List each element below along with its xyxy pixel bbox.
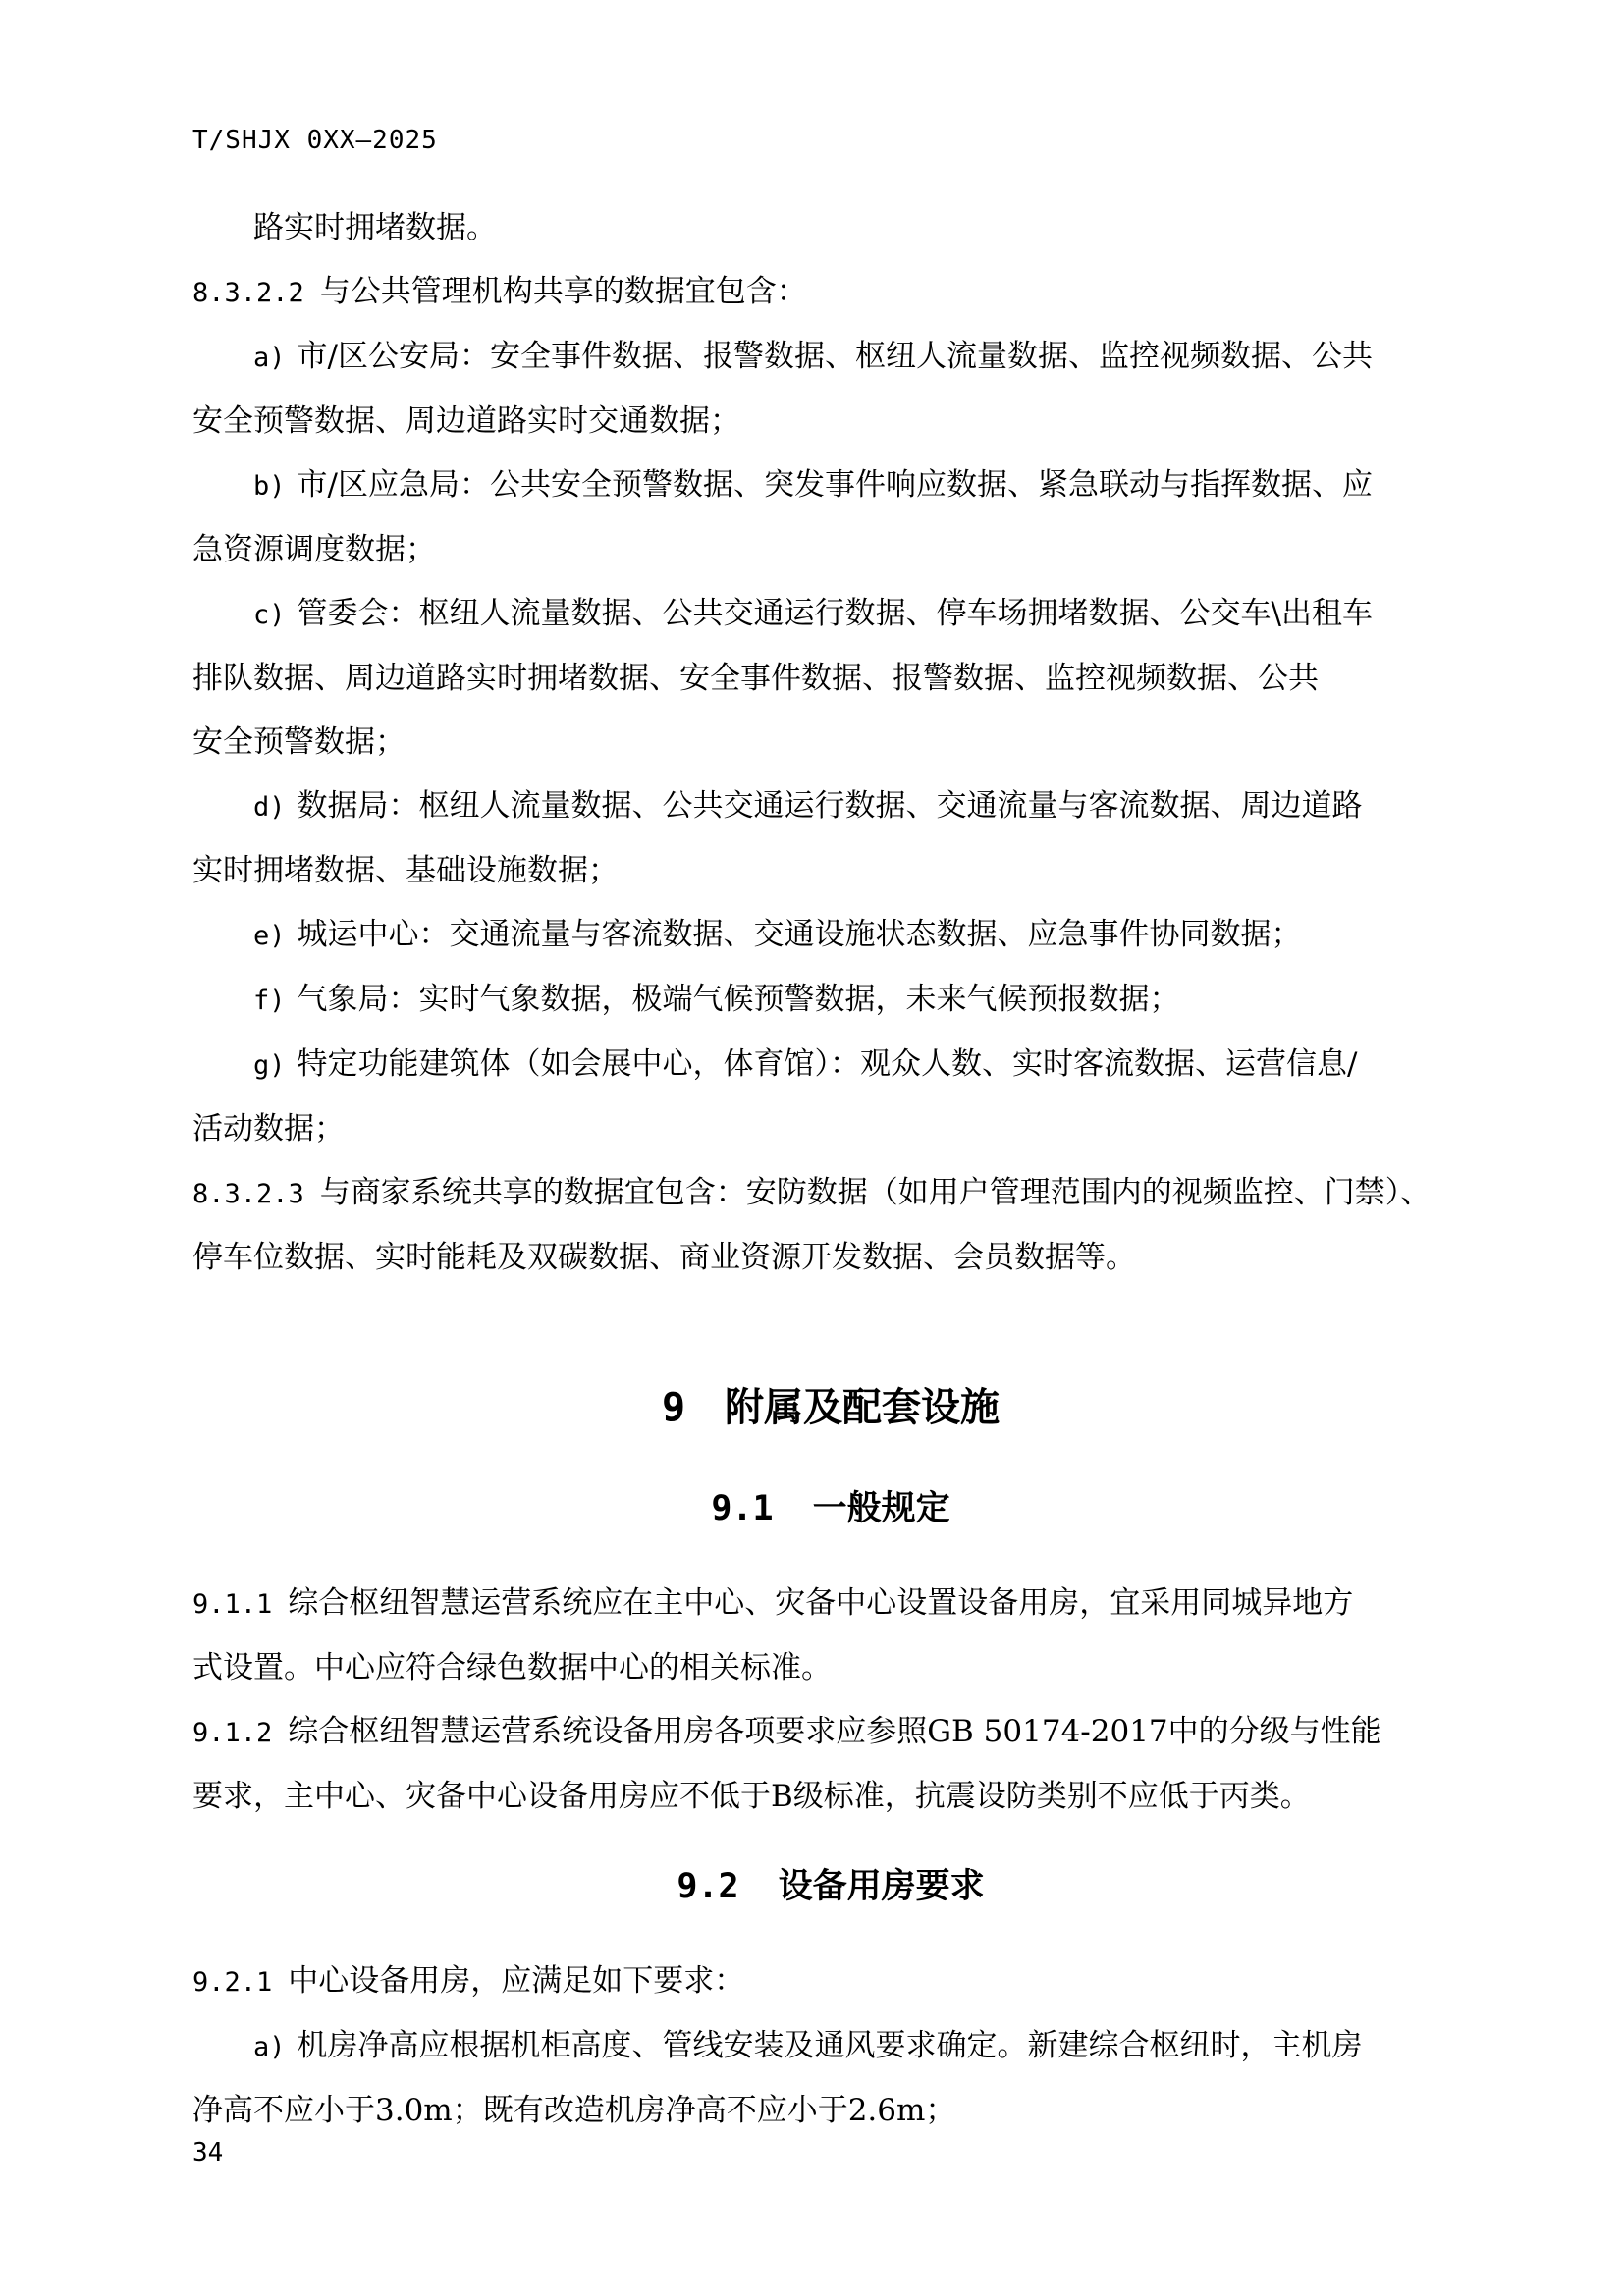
list-item-c xyxy=(192,582,1469,647)
list-item-c-continuation: 安全预警数据； xyxy=(192,724,406,760)
item-letter: g) xyxy=(253,1050,286,1081)
clause-9-1-1-continuation: 式设置。中心应符合绿色数据中心的相关标准。 xyxy=(192,1650,832,1685)
list-item-b-continuation: 急资源调度数据； xyxy=(192,532,436,567)
section-title: 设备用房要求 xyxy=(778,1867,985,1906)
clause-9-1-2 xyxy=(192,1700,1469,1765)
list-item-c-continuation: 排队数据、周边道路实时拥堵数据、安全事件数据、报警数据、监控视频数据、公共 xyxy=(192,661,1319,696)
item-letter: f) xyxy=(253,986,286,1016)
document-code: T/SHJX 0XX—2025 xyxy=(192,126,438,155)
chapter-heading xyxy=(192,1378,1469,1437)
list-item-b xyxy=(192,454,1469,518)
list-item-a xyxy=(192,325,1469,390)
clause-8-3-2-3 xyxy=(192,1161,1469,1226)
list-item-d-continuation: 实时拥堵数据、基础设施数据； xyxy=(192,853,619,888)
clause-number: 9.1.2 xyxy=(192,1718,273,1748)
list-item-a xyxy=(192,2014,1469,2079)
clause-text: 与商家系统共享的数据宜包含：安防数据（如用户管理范围内的视频监控、门禁）、 xyxy=(319,1175,1432,1210)
clause-number: 8.3.2.2 xyxy=(192,278,304,308)
clause-9-1-1 xyxy=(192,1572,1469,1636)
section-heading-9-1 xyxy=(192,1482,1469,1536)
clause-9-2-1 xyxy=(192,1949,1469,2014)
section-number: 9.2 xyxy=(677,1867,739,1906)
list-item-g-continuation: 活动数据； xyxy=(192,1111,345,1147)
item-letter: e) xyxy=(253,921,286,951)
clause-text: 综合枢纽智慧运营系统设备用房各项要求应参照GB 50174-2017中的分级与性能 xyxy=(288,1714,1381,1749)
clause-8-3-2-3-continuation: 停车位数据、实时能耗及双碳数据、商业资源开发数据、会员数据等。 xyxy=(192,1240,1136,1275)
clause-number: 9.2.1 xyxy=(192,1967,273,1998)
section-title: 一般规定 xyxy=(812,1489,950,1528)
clause-text: 中心设备用房，应满足如下要求： xyxy=(288,1963,745,1999)
item-text: 机房净高应根据机柜高度、管线安装及通风要求确定。新建综合枢纽时，主机房 xyxy=(297,2028,1363,2063)
clause-8-3-2-2 xyxy=(192,260,1469,325)
item-text: 气象局：实时气象数据，极端气候预警数据，未来气候预报数据； xyxy=(297,982,1180,1017)
page-body xyxy=(192,196,1469,2143)
item-text: 市/区应急局：公共安全预警数据、突发事件响应数据、紧急联动与指挥数据、应 xyxy=(297,467,1373,503)
item-letter: a) xyxy=(253,2032,286,2062)
item-text: 市/区公安局：安全事件数据、报警数据、枢纽人流量数据、监控视频数据、公共 xyxy=(297,339,1373,374)
clause-number: 9.1.1 xyxy=(192,1589,273,1620)
item-letter: d) xyxy=(253,792,286,823)
chapter-number: 9 xyxy=(661,1385,686,1430)
section-heading-9-2 xyxy=(192,1860,1469,1914)
item-letter: b) xyxy=(253,471,286,502)
page-number: 34 xyxy=(192,2138,224,2167)
clause-9-1-2-continuation: 要求，主中心、灾备中心设备用房应不低于B级标准，抗震设防类别不应低于丙类。 xyxy=(192,1779,1311,1814)
chapter-title: 附属及配套设施 xyxy=(725,1385,1001,1430)
clause-text: 综合枢纽智慧运营系统应在主中心、灾备中心设置设备用房，宜采用同城异地方 xyxy=(288,1585,1354,1621)
clause-number: 8.3.2.3 xyxy=(192,1179,304,1209)
list-item-g xyxy=(192,1033,1469,1097)
list-item-a-continuation: 净高不应小于3.0m；既有改造机房净高不应小于2.6m； xyxy=(192,2093,956,2128)
list-item-e xyxy=(192,903,1469,968)
item-letter: c) xyxy=(253,600,286,630)
item-text: 城运中心：交通流量与客流数据、交通设施状态数据、应急事件协同数据； xyxy=(297,917,1302,952)
item-text: 管委会：枢纽人流量数据、公共交通运行数据、停车场拥堵数据、公交车\出租车 xyxy=(297,596,1373,631)
list-item-f xyxy=(192,968,1469,1033)
list-item-a-continuation: 安全预警数据、周边道路实时交通数据； xyxy=(192,403,740,439)
item-text: 数据局：枢纽人流量数据、公共交通运行数据、交通流量与客流数据、周边道路 xyxy=(297,788,1363,824)
paragraph-continuation: 路实时拥堵数据。 xyxy=(253,210,497,245)
item-letter: a) xyxy=(253,343,286,373)
item-text: 特定功能建筑体（如会展中心，体育馆）：观众人数、实时客流数据、运营信息/ xyxy=(297,1046,1358,1082)
clause-text: 与公共管理机构共享的数据宜包含： xyxy=(319,274,807,309)
list-item-d xyxy=(192,774,1469,839)
section-number: 9.1 xyxy=(711,1489,774,1528)
